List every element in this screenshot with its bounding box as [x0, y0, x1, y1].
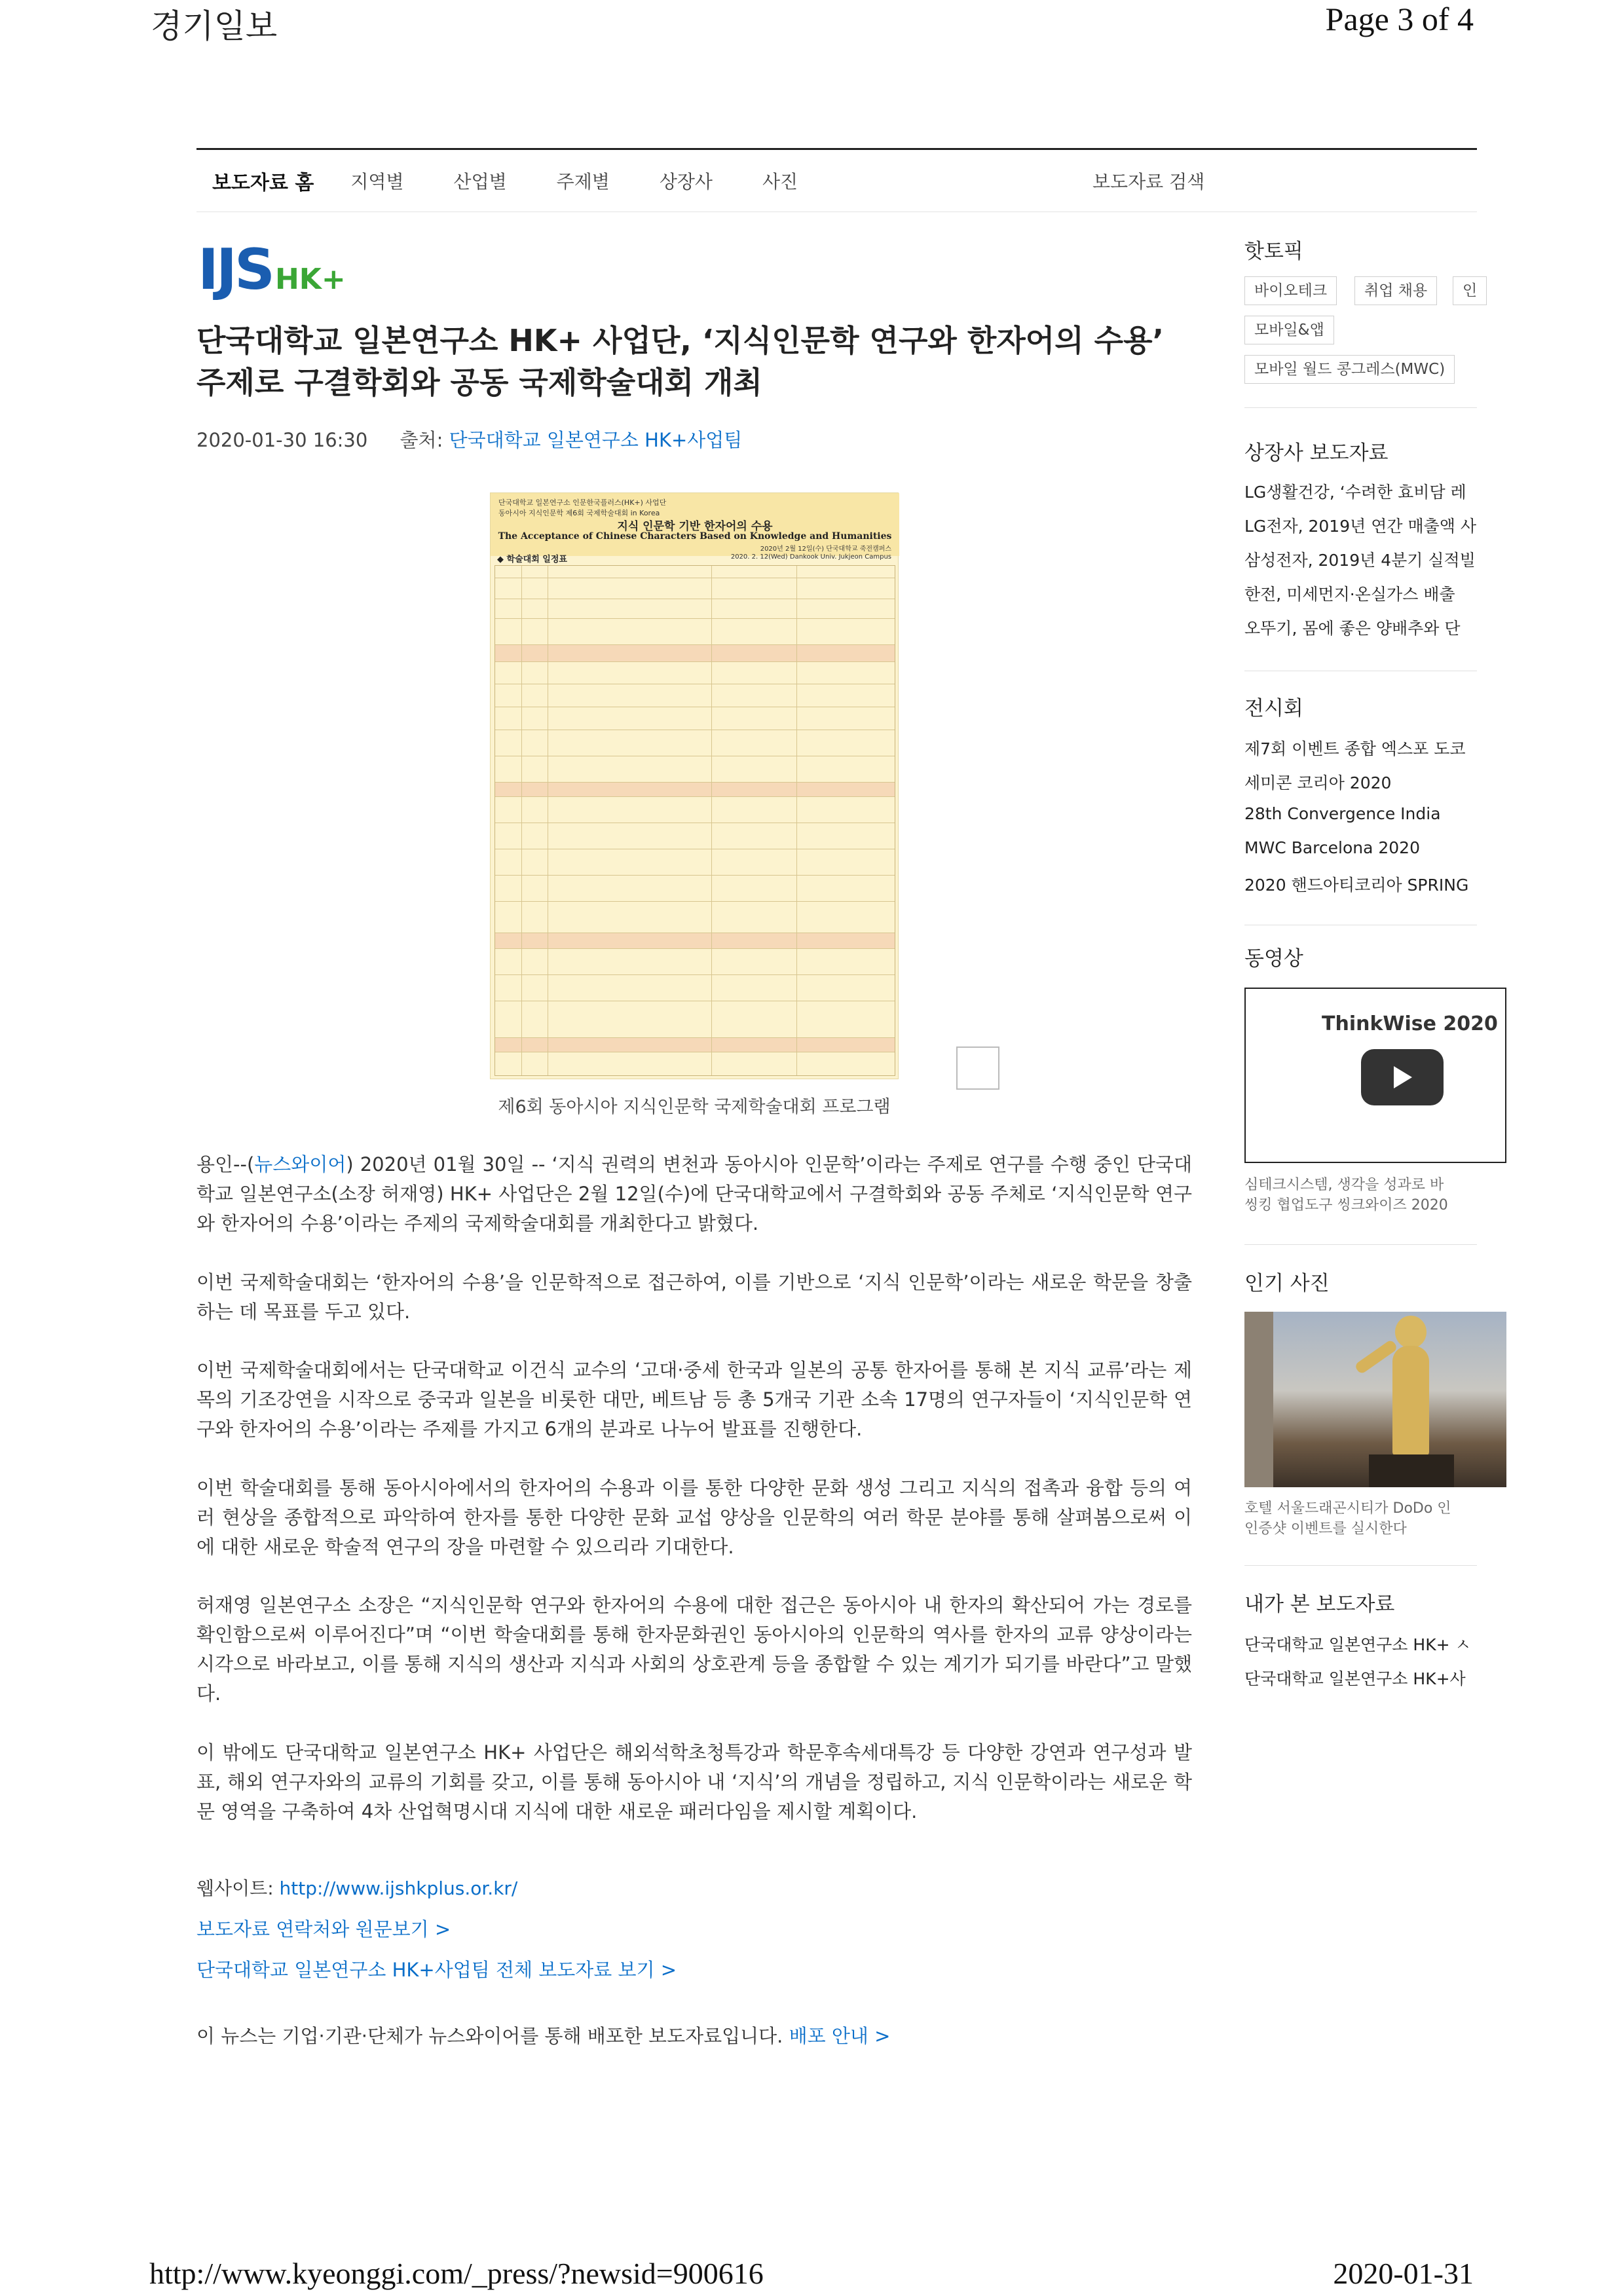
distribution-guide-link[interactable]: 배포 안내 > [789, 2025, 891, 2047]
viewed-release-link[interactable]: 단국대학교 일본연구소 HK+ ㅅ [1244, 1635, 1471, 1654]
schedule-row-line [495, 782, 895, 783]
video-thumbnail[interactable] [1244, 988, 1506, 1163]
listed-release-link[interactable]: 삼성전자, 2019년 4분기 실적빌 [1244, 551, 1476, 570]
schedule-break-band [495, 644, 895, 661]
viewed-section-title: 내가 본 보도자료 [1244, 1593, 1395, 1616]
photo-statue-body [1392, 1346, 1429, 1456]
photo-caption-line1: 호텔 서울드래곤시티가 DoDo 인 [1244, 1500, 1451, 1517]
video-title-text: ThinkWise 2020 [1322, 1012, 1498, 1035]
schedule-col-line [796, 566, 797, 1075]
schedule-row-line [495, 974, 895, 975]
video-caption-line2: 씽킹 협업도구 씽크와이즈 2020 [1244, 1197, 1448, 1213]
nav-search-link[interactable]: 보도자료 검색 [1092, 171, 1205, 193]
p1-prefix: 용인--( [196, 1153, 255, 1176]
sidebar-divider [1244, 1565, 1477, 1566]
schedule-break-band [495, 1037, 895, 1052]
print-header-site-name: 경기일보 [151, 7, 278, 45]
popular-photo-image[interactable] [1244, 1312, 1506, 1487]
article-paragraph [196, 1150, 1192, 1238]
hot-topic-title: 핫토픽 [1244, 240, 1303, 263]
play-button-icon[interactable] [1361, 1049, 1444, 1105]
schedule-row-line [495, 901, 895, 902]
all-releases-link[interactable]: 단국대학교 일본연구소 HK+사업팀 전체 보도자료 보기 > [196, 1959, 677, 1981]
program-schedule-table [494, 565, 895, 1076]
article-source-label: 출처: [400, 429, 443, 451]
article-datetime: 2020-01-30 16:30 [196, 429, 368, 451]
schedule-row-line [495, 948, 895, 949]
exhibition-link[interactable]: MWC Barcelona 2020 [1244, 838, 1420, 857]
listed-release-link[interactable]: 오뚜기, 몸에 좋은 양배추와 단 [1244, 619, 1461, 638]
sidebar-divider [1244, 407, 1477, 408]
listed-section-title: 상장사 보도자료 [1244, 441, 1389, 465]
photo-caption-line2: 인증샷 이벤트를 실시한다 [1244, 1521, 1407, 1537]
article-title-line1: 단국대학교 일본연구소 HK+ 사업단, ‘지식인문학 연구와 한자어의 수용’ [196, 323, 1164, 358]
image-expand-button[interactable] [956, 1046, 999, 1090]
listed-release-link[interactable]: LG전자, 2019년 연간 매출액 사 [1244, 517, 1477, 536]
program-date [731, 546, 891, 561]
print-footer-url: http://www.kyeonggi.com/_press/?newsid=900616 [149, 2257, 764, 2290]
nav-photo-link[interactable]: 사진 [762, 171, 798, 193]
video-section-title: 동영상 [1244, 947, 1303, 971]
schedule-break-band [495, 782, 895, 796]
article-meta [196, 426, 742, 453]
website-label: 웹사이트: [196, 1878, 280, 1899]
hot-topic-tag[interactable]: 바이오테크 [1244, 276, 1337, 305]
sidebar [1244, 223, 1498, 1729]
schedule-row-line [495, 618, 895, 619]
nav-home-link[interactable]: 보도자료 홈 [212, 172, 314, 194]
photo-statue-head [1395, 1316, 1427, 1348]
article-paragraph: 허재영 일본연구소 소장은 “지식인문학 연구와 한자어의 수용에 대한 접근은 동아시아 내 한자의 확산되어 가는 경로를 확인함으로써 이루어진다”며 “이번 학술대회를 통해 한자문화권인 동아시아의 인문학의 역사를 한자의 교류 양상이라는 시각으로 바라보고, 이를 통해 지식의 생산과 지식과 사회의 상호관계 등을 종합할 수 있는 계기가 되기를 바란다”고 말했다. [196, 1594, 1192, 1705]
exhibition-link[interactable]: 28th Convergence India [1244, 804, 1441, 823]
contact-original-link[interactable]: 보도자료 연락처와 원문보기 > [196, 1918, 451, 1940]
hot-topic-tag[interactable]: 인 [1453, 276, 1487, 305]
exhibition-link[interactable]: 세미콘 코리아 2020 [1244, 773, 1392, 792]
schedule-row-line [495, 661, 895, 662]
image-caption: 제6회 동아시아 지식인문학 국제학술대회 프로그램 [498, 1097, 891, 1117]
schedule-col-line [711, 566, 712, 1075]
program-date-english: 2020. 2. 12(Wed) Dankook Univ. Jukjeon Campus [730, 553, 891, 561]
popular-photo-title: 인기 사진 [1244, 1272, 1330, 1295]
play-triangle-icon [1394, 1066, 1412, 1088]
listed-release-link[interactable]: 한전, 미세먼지·온실가스 배출 [1244, 585, 1455, 604]
hot-topic-tag[interactable]: 모바일 월드 콩그레스(MWC) [1244, 355, 1455, 384]
schedule-break-band [495, 933, 895, 948]
listed-release-link[interactable]: LG생활건강, ‘수려한 효비담 레 [1244, 483, 1466, 502]
logo-hk-text: HK+ [274, 263, 346, 296]
schedule-col-line [521, 566, 522, 1075]
video-caption-link[interactable] [1244, 1175, 1448, 1215]
photo-building-shape [1244, 1312, 1273, 1487]
viewed-release-link[interactable]: 단국대학교 일본연구소 HK+사 [1244, 1669, 1466, 1688]
nav-topic-link[interactable]: 주제별 [556, 171, 610, 193]
program-title-korean: 지식 인문학 기반 한자어의 수용 [617, 520, 773, 533]
website-line [196, 1874, 517, 1900]
print-header-page-label: Page 3 of 4 [1325, 1, 1474, 37]
article-title [196, 320, 1218, 403]
print-footer-date: 2020-01-31 [1333, 2257, 1474, 2290]
program-org-line: 단국대학교 일본연구소 인문한국플러스(HK+) 사업단 [498, 498, 667, 507]
logo-ijs-text: IJS [198, 237, 272, 303]
program-event-line: 동아시아 지식인문학 제6회 국제학술대회 in Korea [498, 509, 660, 517]
program-date-korean: 2020년 2월 12일(수) 단국대학교 죽전캠퍼스 [760, 546, 891, 553]
article-image-program[interactable] [490, 492, 899, 1079]
video-caption-line1: 심테크시스템, 생각을 성과로 바 [1244, 1177, 1444, 1193]
notice-text: 이 뉴스는 기업·기관·단체가 뉴스와이어를 통해 배포한 보도자료입니다. [196, 2025, 783, 2047]
nav-region-link[interactable]: 지역별 [350, 171, 404, 193]
sidebar-divider [1244, 1244, 1477, 1245]
program-schedule-label: ◆ 학술대회 일정표 [497, 555, 567, 565]
hot-topic-tag[interactable]: 모바일&앱 [1244, 316, 1334, 344]
press-nav-bar [196, 148, 1477, 212]
article-paragraph: 이 밖에도 단국대학교 일본연구소 HK+ 사업단은 해외석학초청특강과 학문후속세대특강 등 다양한 강연과 연구성과 발표, 해외 연구자와의 교류의 기회를 갖고, 이를 통해 동아시아 내 ‘지식’의 개념을 정립하고, 지식 인문학이라는 새로운 학문 영역을 구축하여 4차 산업혁명시대 지식에 대한 새로운 패러다임을 제시할 계획이다. [196, 1741, 1192, 1823]
hot-topic-tag[interactable]: 취업 채용 [1354, 276, 1437, 305]
article-paragraph: 이번 국제학술대회는 ‘한자어의 수용’을 인문학적으로 접근하여, 이를 기반으로 ‘지식 인문학’이라는 새로운 학문을 창출하는 데 목표를 두고 있다. [196, 1271, 1192, 1323]
article-paragraph: 이번 학술대회를 통해 동아시아에서의 한자어의 수용과 이를 통한 다양한 문화 생성 그리고 지식의 접촉과 융합 등의 여러 현상을 종합적으로 파악하여 한자를 통한 다양한 문화 교섭 양상을 인문학의 여러 학문 분야를 통해 살펴봄으로써 이에 대한 새로운 학술적 연구의 장을 마련할 수 있으리라 기대한다. [196, 1477, 1192, 1558]
photo-caption-link[interactable] [1244, 1498, 1451, 1539]
nav-industry-link[interactable]: 산업별 [453, 171, 507, 193]
article-title-line2: 주제로 구결학회와 공동 국제학술대회 개최 [196, 365, 762, 400]
exhibition-link[interactable]: 제7회 이벤트 종합 엑스포 도코 [1244, 739, 1466, 758]
exhibition-section-title: 전시회 [1244, 697, 1303, 720]
schedule-row-line [495, 875, 895, 876]
program-title-english: The Acceptance of Chinese Characters Based on Knowledge and Humanities [498, 531, 892, 542]
p1-text: ) 2020년 01월 30일 -- ‘지식 권력의 변천과 동아시아 인문학’이라는 주제로 연구를 수행 중인 단국대학교 일본연구소(소장 허재영) HK+ 사업단은 2월 12일(수)에 단국대학교에서 구결학회와 공동 주체로 ‘지식인문학 연구와 한자어의 수용’이라는 주제의 국제학술대회를 개최한다고 밝혔다. [196, 1153, 1192, 1234]
website-url-link[interactable]: http://www.ijshkplus.or.kr/ [279, 1878, 518, 1899]
exhibition-link[interactable]: 2020 핸드아티코리아 SPRING [1244, 876, 1469, 895]
schedule-row-line [495, 644, 895, 645]
article-paragraph: 이번 국제학술대회에서는 단국대학교 이건식 교수의 ‘고대·중세 한국과 일본의 공통 한자어를 통해 본 지식 교류’라는 제목의 기조강연을 시작으로 중국과 일본을 비롯한 대만, 베트남 등 총 5개국 기관 소속 17명의 연구자들이 ‘지식인문학 연구와 한자어의 수용’이라는 주제를 가지고 6개의 분과로 나누어 발표를 진행한다. [196, 1359, 1192, 1440]
company-logo[interactable] [198, 237, 346, 303]
newswire-link[interactable]: 뉴스와이어 [254, 1153, 346, 1176]
distribution-notice [196, 2022, 890, 2048]
schedule-row-line [495, 1037, 895, 1038]
article-source-link[interactable]: 단국대학교 일본연구소 HK+사업팀 [449, 429, 743, 451]
nav-listed-link[interactable]: 상장사 [659, 171, 713, 193]
schedule-row-line [495, 796, 895, 797]
photo-statue-base [1369, 1454, 1454, 1487]
photo-statue-arm [1354, 1339, 1398, 1375]
